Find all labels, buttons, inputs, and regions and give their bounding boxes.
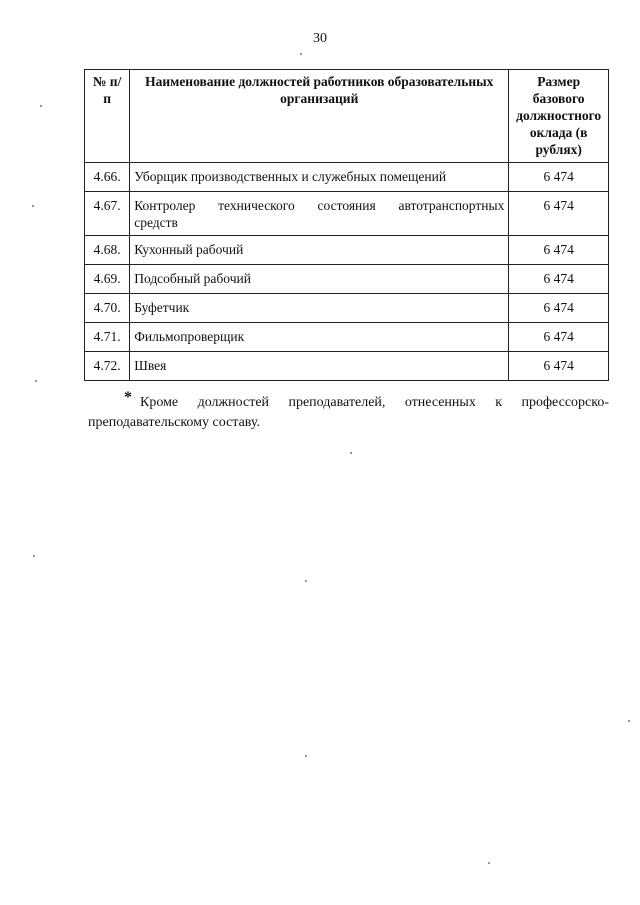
row-position-name: Подсобный рабочий <box>130 265 509 294</box>
footnote-text-line1: Кроме должностей преподавателей, отнесенных к профессорско- <box>140 395 609 410</box>
scan-speck <box>305 755 307 757</box>
table-row <box>85 163 609 192</box>
row-position-name: Фильмопроверщик <box>130 323 509 352</box>
row-position-name: Кухонный рабочий <box>130 236 509 265</box>
row-salary: 6 474 <box>509 294 609 323</box>
row-number: 4.69. <box>85 265 130 294</box>
table-row <box>85 352 609 381</box>
table-header-row <box>85 70 609 163</box>
row-position-name: Швея <box>130 352 509 381</box>
row-number: 4.67. <box>85 192 130 236</box>
table-row <box>85 323 609 352</box>
footnote <box>88 389 609 433</box>
row-position-name: Уборщик производственных и служебных помещений <box>130 163 509 192</box>
row-number: 4.70. <box>85 294 130 323</box>
row-number: 4.68. <box>85 236 130 265</box>
footnote-line1 <box>88 389 609 413</box>
row-salary: 6 474 <box>509 236 609 265</box>
row-salary: 6 474 <box>509 192 609 236</box>
footnote-text-line2: преподавательскому составу. <box>88 415 261 430</box>
page-number: 30 <box>313 31 327 46</box>
scan-speck <box>628 720 630 722</box>
row-number: 4.72. <box>85 352 130 381</box>
scan-speck <box>33 555 35 557</box>
row-position-name-line1: Контролер технического состояния автотранспортных <box>134 198 505 213</box>
scan-speck <box>488 862 490 864</box>
row-number: 4.66. <box>85 163 130 192</box>
table-row <box>85 294 609 323</box>
scan-speck <box>305 580 307 582</box>
row-salary: 6 474 <box>509 323 609 352</box>
row-salary: 6 474 <box>509 265 609 294</box>
scan-speck <box>35 380 37 382</box>
row-number: 4.71. <box>85 323 130 352</box>
header-position-name: Наименование должностей работников образовательных организаций <box>130 70 509 163</box>
scan-speck <box>40 105 42 107</box>
row-position-name-line2: средств <box>134 215 178 230</box>
header-number: № п/п <box>85 70 130 163</box>
header-base-salary: Размер базового должностного оклада (в рублях) <box>509 70 609 163</box>
row-position-name <box>130 192 509 236</box>
row-salary: 6 474 <box>509 352 609 381</box>
salary-table <box>84 69 609 381</box>
scan-speck <box>300 53 302 55</box>
scan-speck <box>350 452 352 454</box>
row-salary: 6 474 <box>509 163 609 192</box>
footnote-mark: * <box>124 389 132 406</box>
row-position-name: Буфетчик <box>130 294 509 323</box>
table-row <box>85 236 609 265</box>
scan-speck <box>32 205 34 207</box>
table-row <box>85 265 609 294</box>
table-row <box>85 192 609 236</box>
